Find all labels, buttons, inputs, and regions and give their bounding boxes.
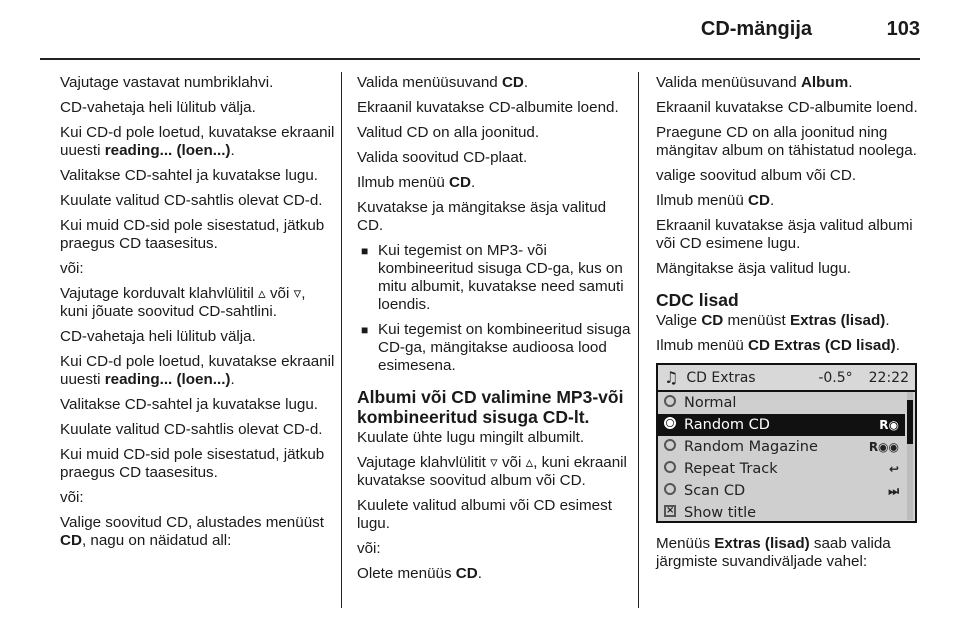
menu-item-label: Random Magazine (684, 439, 818, 455)
menu-item[interactable] (658, 480, 905, 502)
menu-item[interactable] (658, 502, 905, 523)
paragraph: Ekraanil kuvatakse CD-albumite loend. (656, 99, 918, 116)
text-run: Kui tegemist on kombineeritud sisuga CD-ga, mängitakse audioosa lood esimesena. (378, 321, 631, 374)
text-run: . (230, 371, 235, 388)
bold-term: CD Extras (CD lisad) (748, 337, 896, 354)
column-right (656, 74, 920, 578)
paragraph: Kuulate ühte lugu mingilt albumilt. (357, 429, 585, 446)
header-divider (40, 58, 920, 60)
paragraph: Kuulete valitud albumi või CD esimest lugu. (357, 497, 612, 532)
paragraph: Valida soovitud CD-plaat. (357, 149, 528, 166)
paragraph (656, 312, 920, 330)
text-run: Valida menüüsuvand (656, 74, 801, 91)
scrollbar[interactable] (907, 392, 913, 520)
radio-icon[interactable] (664, 439, 676, 451)
text-run: Olete menüüs (357, 565, 456, 582)
checkbox-icon[interactable]: × (666, 505, 675, 516)
bullet-item (357, 242, 632, 314)
paragraph: Vajutage vastavat numbriklahvi. (60, 74, 274, 91)
paragraph (656, 337, 920, 355)
radio-icon[interactable] (664, 461, 676, 473)
text-run: , nagu on näidatud all: (81, 532, 232, 549)
paragraph (357, 174, 632, 192)
paragraph: või: (60, 260, 84, 277)
paragraph: Kuulate valitud CD-sahtlis olevat CD-d. (60, 192, 323, 209)
menu-list (658, 392, 915, 523)
bold-term: reading... (loen...) (104, 371, 231, 388)
paragraph: valige soovitud album või CD. (656, 167, 857, 184)
bold-term: CD (701, 312, 724, 329)
menu-item-label: Scan CD (684, 483, 746, 499)
bullet-square-icon: ■ (361, 323, 369, 337)
bold-term: CD (748, 192, 770, 209)
paragraph (656, 535, 920, 571)
text-run: . (769, 192, 775, 209)
text-run: Kui CD-d pole loetud, kuvatakse ekraanil uuesti (60, 124, 335, 159)
mode-icon: R◉ (879, 418, 899, 432)
text-run: . (470, 174, 476, 191)
mode-icon: ↩ (888, 462, 899, 476)
bold-term: CD (60, 532, 82, 549)
paragraph: Kuvatakse ja mängitakse äsja valitud CD. (357, 199, 607, 234)
bold-term: CD (455, 565, 478, 582)
screen-status-bar (658, 365, 915, 392)
cd-extras-screen (656, 363, 917, 523)
text-run: Valida menüüsuvand (357, 74, 502, 91)
menu-item-label: Normal (684, 395, 737, 411)
chapter-title: CD-mängija (700, 18, 812, 40)
menu-item[interactable] (658, 436, 905, 458)
paragraph: Ekraanil kuvatakse äsja valitud albumi või CD esimene lugu. (656, 217, 913, 252)
paragraph: või: (60, 489, 84, 506)
paragraph: CD-vahetaja heli lülitub välja. (60, 328, 256, 345)
column-middle (357, 74, 632, 590)
paragraph: Valitud CD on alla joonitud. (357, 124, 540, 141)
bold-term: Extras (lisad) (789, 312, 886, 329)
mode-icon: ⏭ (888, 484, 899, 498)
clock: 22:22 (868, 369, 909, 386)
radio-icon[interactable] (664, 417, 676, 429)
paragraph: Kui muid CD-sid pole sisestatud, jätkub praegus CD taasesitus. (60, 446, 325, 481)
paragraph: või: (357, 540, 381, 557)
section-heading: CDC lisad (656, 290, 739, 310)
text-run: . (848, 74, 853, 91)
bullet-square-icon: ■ (361, 244, 369, 258)
column-divider (638, 72, 639, 608)
bold-term: reading... (loen...) (104, 142, 231, 159)
menu-item[interactable] (658, 392, 905, 414)
menu-item-label: Show title (684, 505, 757, 521)
paragraph (60, 353, 336, 389)
screen-title: CD Extras (686, 369, 756, 386)
text-run: Kui CD-d pole loetud, kuvatakse ekraanil uuesti (60, 353, 335, 388)
temperature-readout: -0.5° (818, 369, 853, 386)
paragraph: Kuulate valitud CD-sahtlis olevat CD-d. (60, 421, 323, 438)
text-run: Kui tegemist on MP3- või kombineeritud sisuga CD-ga, kus on mitu albumit, kuvatakse need samuti loendis. (378, 242, 624, 313)
text-run: . (885, 312, 890, 329)
paragraph (656, 192, 920, 210)
scrollbar-thumb[interactable] (907, 400, 913, 444)
paragraph: Ekraanil kuvatakse CD-albumite loend. (357, 99, 619, 116)
text-run: menüüst (723, 312, 790, 329)
paragraph (60, 514, 336, 550)
text-run: Ilmub menüü (656, 337, 749, 354)
text-run: . (895, 337, 900, 354)
paragraph (656, 74, 920, 92)
paragraph: Vajutage klahvlülitit ▿ või ▵, kuni ekraanil kuvatakse soovitud album või CD. (357, 454, 627, 489)
text-run: Ilmub menüü (656, 192, 749, 209)
text-run: saab valida järgmiste suvandiväljade vahel: (656, 535, 891, 570)
page-number: 103 (886, 18, 920, 40)
paragraph: Mängitakse äsja valitud lugu. (656, 260, 852, 277)
column-left (60, 74, 336, 557)
paragraph: Vajutage korduvalt klahvlülitil ▵ või ▿, kuni jõuate soovitud CD-sahtlini. (60, 285, 306, 320)
text-run: Ilmub menüü (357, 174, 450, 191)
menu-item[interactable] (658, 458, 905, 480)
bold-term: Album (800, 74, 849, 91)
text-run: Menüüs (656, 535, 715, 552)
paragraph: CD-vahetaja heli lülitub välja. (60, 99, 256, 116)
paragraph: Valitakse CD-sahtel ja kuvatakse lugu. (60, 167, 319, 184)
menu-item-label: Random CD (684, 417, 770, 433)
mode-icon: R◉◉ (868, 440, 899, 454)
text-run: Valige soovitud CD, alustades menüüst (60, 514, 324, 531)
bold-term: Extras (lisad) (714, 535, 810, 552)
text-run: Valige (656, 312, 702, 329)
text-run: . (477, 565, 482, 582)
music-note-icon: ♫ (664, 367, 679, 387)
bold-term: CD (449, 174, 471, 191)
menu-item[interactable] (658, 414, 905, 436)
column-divider (341, 72, 342, 608)
paragraph: Valitakse CD-sahtel ja kuvatakse lugu. (60, 396, 319, 413)
paragraph (357, 74, 632, 92)
paragraph (60, 124, 336, 160)
section-heading: Albumi või CD valimine MP3-või kombineeritud sisuga CD-lt. (357, 387, 624, 427)
radio-icon[interactable] (664, 395, 676, 407)
text-run: . (523, 74, 529, 91)
text-run: . (230, 142, 235, 159)
paragraph: Praegune CD on alla joonitud ning mängitav album on tähistatud noolega. (656, 124, 917, 159)
paragraph (357, 565, 632, 583)
bold-term: CD (501, 74, 524, 91)
paragraph: Kui muid CD-sid pole sisestatud, jätkub praegus CD taasesitus. (60, 217, 325, 252)
radio-icon[interactable] (664, 483, 676, 495)
menu-item-label: Repeat Track (684, 461, 778, 477)
bullet-item (357, 321, 632, 375)
